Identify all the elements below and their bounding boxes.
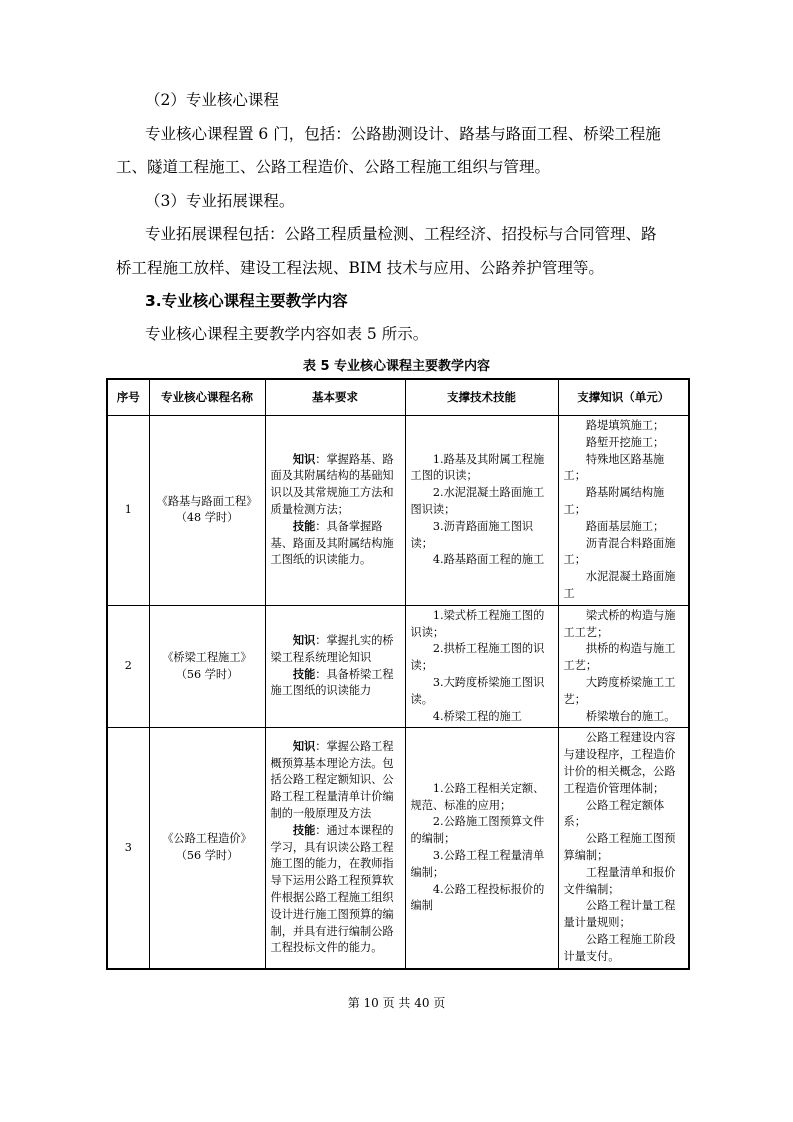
knowledge-item: 工程量清单和报价文件编制； (563, 865, 676, 896)
knowledge-item: 路面基层施工； (585, 519, 665, 533)
requirements-cell (265, 605, 405, 728)
knowledge-item: 梁式桥的构造与施工工艺； (563, 608, 676, 639)
header-knowledge: 支撑知识（单元） (558, 379, 689, 416)
requirements-cell (265, 728, 405, 969)
header-no: 序号 (107, 379, 149, 416)
table-row (107, 605, 689, 728)
skills-cell (405, 605, 558, 728)
knowledge-cell (558, 416, 689, 606)
knowledge-item: 公路工程计量工程量计量规则； (563, 899, 676, 930)
requirements-cell (265, 416, 405, 606)
knowledge-item: 公路工程施工图预算编制； (563, 832, 676, 862)
knowledge-item: 公路工程建设内容与建设程序，工程造价计价的相关概念，公路工程造价管理体制； (563, 731, 676, 795)
skill-label: 技能 (292, 823, 316, 837)
header-requirements: 基本要求 (265, 379, 405, 416)
knowledge-item: 路基附属结构施工； (563, 486, 665, 516)
core-course-table (106, 378, 690, 970)
table-row (107, 728, 689, 969)
skill-item: 1.梁式桥工程施工图的识读； (410, 608, 545, 639)
skill-item: 3.沥青路面施工图识读； (410, 519, 534, 550)
paragraph-extension-line1: 专业拓展课程包括：公路工程质量检测、工程经济、招投标与合同管理、路 (145, 225, 657, 243)
knowledge-item: 拱桥的构造与施工工艺； (563, 642, 676, 673)
knowledge-item: 公路工程施工阶段计量支付。 (563, 932, 676, 963)
skill-label: 技能 (292, 519, 316, 533)
course-name: 《公路工程造价》（56 学时） (149, 728, 265, 969)
knowledge-item: 路堤填筑施工； (585, 419, 665, 432)
row-no: 2 (107, 605, 149, 728)
skill-item: 3.大跨度桥梁施工图识读。 (410, 675, 545, 706)
subsection-title-core: （2）专业核心课程 (145, 91, 279, 109)
skill-label: 技能 (292, 667, 316, 681)
paragraph-core-line2: 工、隧道工程施工、公路工程造价、公路工程施工组织与管理。 (116, 158, 551, 176)
knowledge-text: ：掌握路基、路面及其附属结构的基础知识以及其常规施工方法和质量检测方法； (270, 452, 394, 516)
skills-cell (405, 416, 558, 606)
paragraph-core-line1: 专业核心课程置 6 门，包括：公路勘测设计、路基与路面工程、桥梁工程施 (145, 125, 661, 143)
table-intro: 专业核心课程主要教学内容如表 5 所示。 (145, 325, 429, 343)
knowledge-text: ：掌握扎实的桥梁工程系统理论知识 (270, 633, 394, 664)
course-name: 《桥梁工程施工》（56 学时） (149, 605, 265, 728)
header-course-name: 专业核心课程名称 (149, 379, 265, 416)
skill-item: 3.公路工程工程量清单编制； (410, 848, 545, 879)
knowledge-label: 知识 (292, 739, 316, 753)
knowledge-item: 特殊地区路基施工； (563, 452, 665, 483)
knowledge-cell (558, 605, 689, 728)
skill-item: 2.拱桥工程施工图的识读； (410, 642, 545, 673)
section-heading: 3.专业核心课程主要教学内容 (145, 292, 348, 310)
skill-item: 4.公路工程投标报价的编制 (410, 882, 545, 913)
skill-text: ：通过本课程的学习，具有识读公路工程施工图的能力，在教师指导下运用公路工程预算软件根据公路工程施工组织设计进行施工图预算的编制，并具有进行编制公路工程投标文件的能力。 (270, 823, 394, 955)
skill-text: ：具备掌握路基、路面及其附属结构施工图纸的识读能力。 (270, 519, 394, 567)
skill-item: 1.路基及其附属工程施工图的识读； (410, 452, 545, 483)
row-no: 3 (107, 728, 149, 969)
skills-cell (405, 728, 558, 969)
knowledge-item: 沥青混合料路面施工； (563, 536, 676, 567)
table-header-row (107, 379, 689, 416)
header-skills: 支撑技术技能 (405, 379, 558, 416)
skill-text: ：具备桥梁工程施工图纸的识读能力 (270, 667, 394, 698)
knowledge-text: ：掌握公路工程概预算基本理论方法。包括公路工程定额知识、公路工程工程量清单计价编制的一般原理及方法 (270, 739, 394, 820)
knowledge-item: 水泥混凝土路面施工 (563, 570, 676, 600)
knowledge-label: 知识 (292, 633, 316, 647)
table-caption: 表 5 专业核心课程主要教学内容 (302, 359, 491, 374)
subsection-title-extension: （3）专业拓展课程。 (145, 192, 295, 210)
knowledge-item: 路堑开挖施工； (585, 435, 665, 449)
row-no: 1 (107, 416, 149, 606)
skill-item: 2.公路施工图预算文件的编制； (410, 815, 545, 846)
knowledge-item: 桥梁墩台的施工。 (585, 709, 676, 723)
page-footer: 第 10 页 共 40 页 (347, 996, 446, 1010)
skill-item: 1.公路工程相关定额、规范、标准的应用； (410, 781, 545, 812)
skill-item: 4.路基路面工程的施工 (432, 553, 545, 567)
table-row (107, 416, 689, 606)
knowledge-cell (558, 728, 689, 969)
skill-item: 4.桥梁工程的施工 (432, 709, 522, 723)
knowledge-item: 公路工程定额体系； (563, 798, 665, 829)
knowledge-item: 大跨度桥梁施工工艺； (563, 675, 676, 706)
course-name: 《路基与路面工程》（48 学时） (149, 416, 265, 606)
knowledge-label: 知识 (292, 452, 316, 466)
paragraph-extension-line2: 桥工程施工放样、建设工程法规、BIM 技术与应用、公路养护管理等。 (116, 259, 604, 277)
skill-item: 2.水泥混凝土路面施工图识读； (410, 486, 545, 516)
